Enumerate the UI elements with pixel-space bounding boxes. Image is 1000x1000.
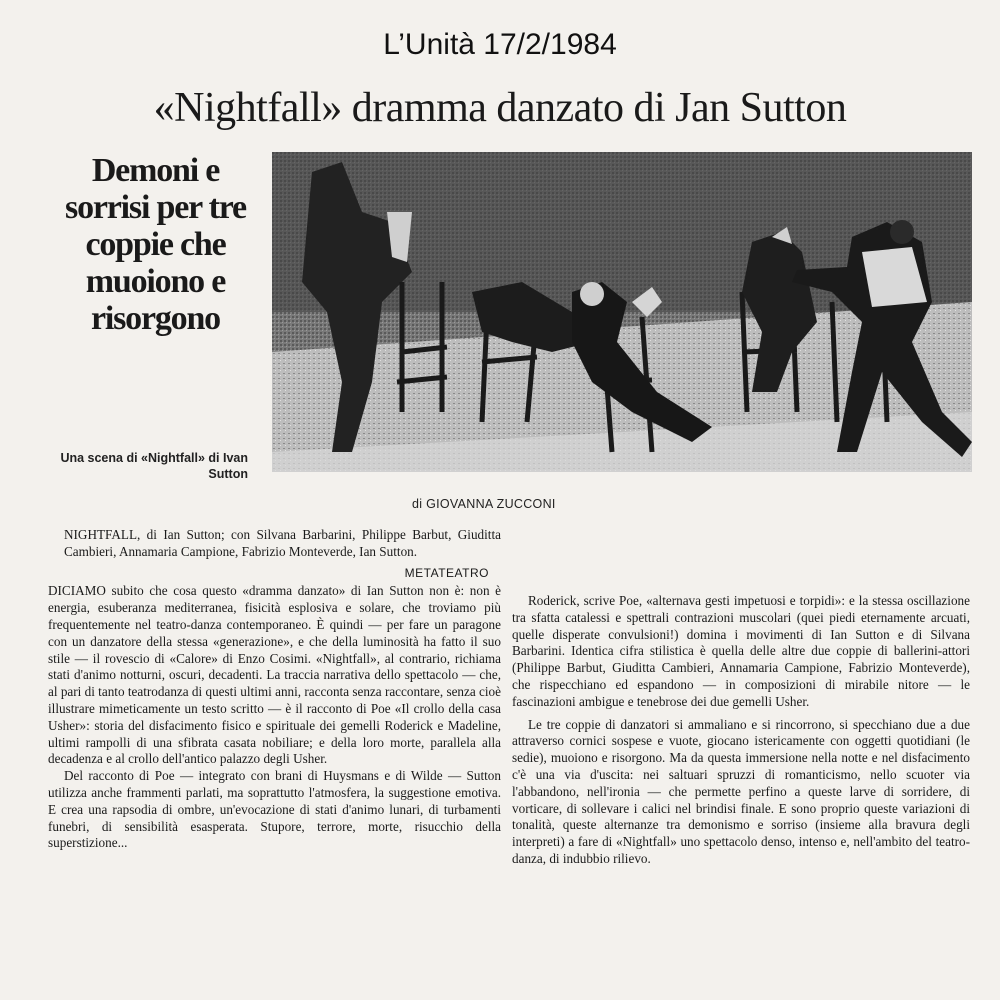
main-headline: Demoni e sorrisi per tre coppie che muoiono e risorgono	[65, 152, 246, 337]
article-column-left	[48, 527, 501, 852]
article-paragraph: Del racconto di Poe — integrato con brani di Huysmans e di Wilde — Sutton utilizza anche frammenti parlati, ma soprattutto l'atmosfera, la suggestione emotiva. E crea una rapsodia di ombre, un'evocazione di stati d'animo lunari, di turbamenti funebri, di sensibilità esasperata. Stupore, terrore, morte, risucchio della superstizione...	[48, 768, 501, 851]
source-line: L’Unità 17/2/1984	[383, 28, 617, 61]
section-title: METATEATRO	[404, 565, 489, 580]
stage-photo	[272, 152, 972, 472]
article-column-right	[512, 527, 970, 868]
credits-paragraph: NIGHTFALL, di Ian Sutton; con Silvana Barbarini, Philippe Barbut, Giuditta Cambieri, Annamaria Campione, Fabrizio Monteverde, Ian Sutton.	[64, 527, 501, 559]
byline: di GIOVANNA ZUCCONI	[412, 497, 556, 511]
article-paragraph: Le tre coppie di danzatori si ammaliano e si rincorrono, si specchiano due a due attraverso cornici sospese e vuote, giocano istericamente con oggetti quotidiani (le sedie), muoiono e risorgono. Ma da questa immersione nella notte e nel disfacimento c'è una via d'uscita: nei saltuari spruzzi di romanticismo, nello scuoter via l'abbandono, nell'ironia — che permette perfino a queste larve di sorridere, di vorticare, di sollevare i calici nel brindisi finale. E sono proprio queste variazioni di tonalità, queste alternanze tra demonismo e sorriso (insieme alla bravura degli interpreti) a fare di «Nightfall» uno spettacolo denso, intenso e, nell'ambito del teatro-danza, di indubbio rilievo.	[512, 716, 970, 866]
article-paragraph: DICIAMO subito che cosa questo «dramma danzato» di Ian Sutton non è: non è energia, esuberanza mediterranea, fisicità esplosiva e solare, che troviamo più frequentemente nel teatro-danza contemporaneo. È quindi — per fare un paragone con un danzatore della stessa «generazione», e che della luminosità ha fatto il suo stile — il rovescio di «Calore» di Enzo Cosimi. «Nightfall», al contrario, richiama stati d'animo notturni, oscuri, decadenti. La traccia narrativa dello spettacolo — che, al pari di tanto teatrodanza di questi ultimi anni, racconta senza raccontare, senza cioè illustrare mimeticamente un testo scritto — è il racconto di Poe «Il crollo della casa Usher»: storia del disfacimento fisico e spirituale dei gemelli Roderick e Madeline, ultimi rampolli di una sfibrata casata nobiliare; e della loro morte, parallela alla decadenza e al crollo dell'antico palazzo degli Usher.	[48, 583, 501, 767]
dance-scene-illustration	[272, 152, 972, 472]
photo-caption: Una scena di «Nightfall» di Ivan Sutton	[60, 451, 248, 481]
article-paragraph: Roderick, scrive Poe, «alternava gesti impetuosi e torpidi»: e la stessa oscillazione tra sfatta catalessi e spettrali contrazioni muscolari (quei piedi eternamente arcuati, quelle disperate convulsioni!) domina i movimenti di Ian Sutton e di Silvana Barbarini. Identica cifra stilistica è quella delle altre due coppie di ballerini-attori (Philippe Barbut, Giuditta Cambieri, Annamaria Campione, Fabrizio Monteverde), che rispecchiano ed espandono — in composizioni di mirabile nitore — le fascinazioni ambigue e tenebrose dei due gemelli Usher.	[512, 593, 970, 709]
kicker-headline: «Nightfall» dramma danzato di Jan Sutton	[153, 85, 847, 131]
